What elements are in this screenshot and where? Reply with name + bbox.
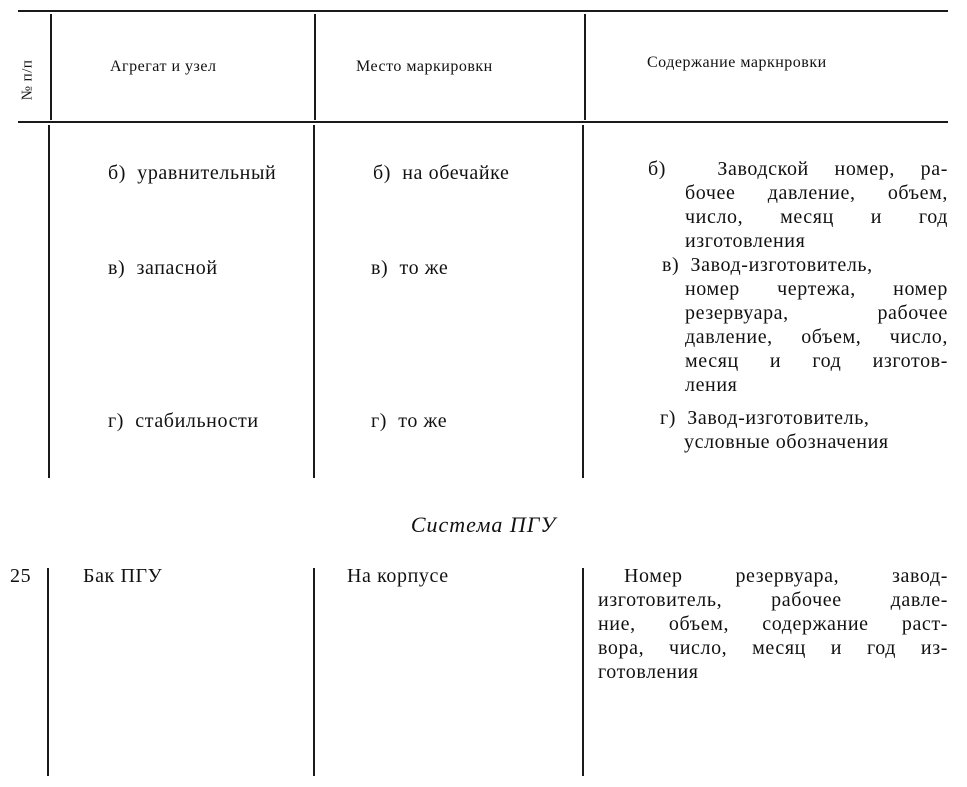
- header-divider-1: [50, 14, 52, 120]
- top-rule: [18, 10, 948, 12]
- header-place-label: Место маркировкн: [356, 58, 493, 75]
- row-25-content-line: готовления: [598, 661, 699, 683]
- header-divider-3: [584, 14, 586, 120]
- row-b-content: [648, 157, 948, 253]
- row-25-content: [598, 564, 948, 684]
- row-25-place: На корпусе: [347, 565, 449, 587]
- row-v-content: [662, 253, 948, 397]
- row-b-content-line: число, месяц и год: [685, 206, 948, 228]
- row-b-unit: б) уравнительный: [108, 162, 277, 184]
- row-v-content-line: в) Завод-изготовитель,: [662, 254, 873, 276]
- row-g-content: [660, 406, 950, 454]
- row-v-content-line: давление, объем, число,: [685, 326, 948, 348]
- section-title: Система ПГУ: [410, 512, 557, 537]
- header-unit-label: Агрегат и узел: [110, 58, 217, 75]
- row-25-content-line: ние, объем, содержание раст-: [598, 613, 948, 635]
- body-divider-2: [313, 125, 315, 478]
- row-v-content-line: ления: [685, 374, 738, 396]
- row-v-content-line: резервуара, рабочее: [685, 302, 948, 324]
- body-divider-1: [48, 125, 50, 478]
- body-divider-3: [582, 125, 584, 478]
- row-b-content-line: бочее давление, объем,: [685, 182, 948, 204]
- row-g-content-line: условные обозначения: [684, 431, 889, 453]
- row-v-place: в) то же: [371, 257, 449, 279]
- row-v-content-line: месяц и год изготов-: [685, 350, 948, 372]
- row-b-place: б) на обечайке: [373, 162, 510, 184]
- row-25-unit: Бак ПГУ: [83, 565, 163, 587]
- row-v-content-line: номер чертежа, номер: [685, 278, 948, 300]
- row25-divider-2: [313, 568, 315, 776]
- row-b-content-line: б) Заводской номер, ра-: [648, 158, 948, 180]
- row-25-content-line: Номер резервуара, завод-: [624, 565, 948, 587]
- row-b-content-line: изготовления: [685, 230, 806, 252]
- row-g-unit: г) стабильности: [108, 410, 259, 432]
- row25-divider-3: [582, 568, 584, 776]
- header-divider-2: [314, 14, 316, 120]
- header-content-label: Содержание маркнровки: [647, 54, 827, 71]
- row-g-place: г) то же: [371, 410, 448, 432]
- row-25-content-line: вора, число, месяц и год из-: [598, 637, 948, 659]
- header-bottom-rule: [18, 121, 948, 123]
- header-number-label: № п/п: [19, 59, 36, 101]
- row-25-number: 25: [10, 565, 32, 587]
- row-g-content-line: г) Завод-изготовитель,: [660, 407, 870, 429]
- row25-divider-1: [47, 568, 49, 776]
- row-v-unit: в) запасной: [108, 257, 218, 279]
- row-25-content-line: изготовитель, рабочее давле-: [598, 589, 948, 611]
- header-number-cell: [10, 40, 46, 120]
